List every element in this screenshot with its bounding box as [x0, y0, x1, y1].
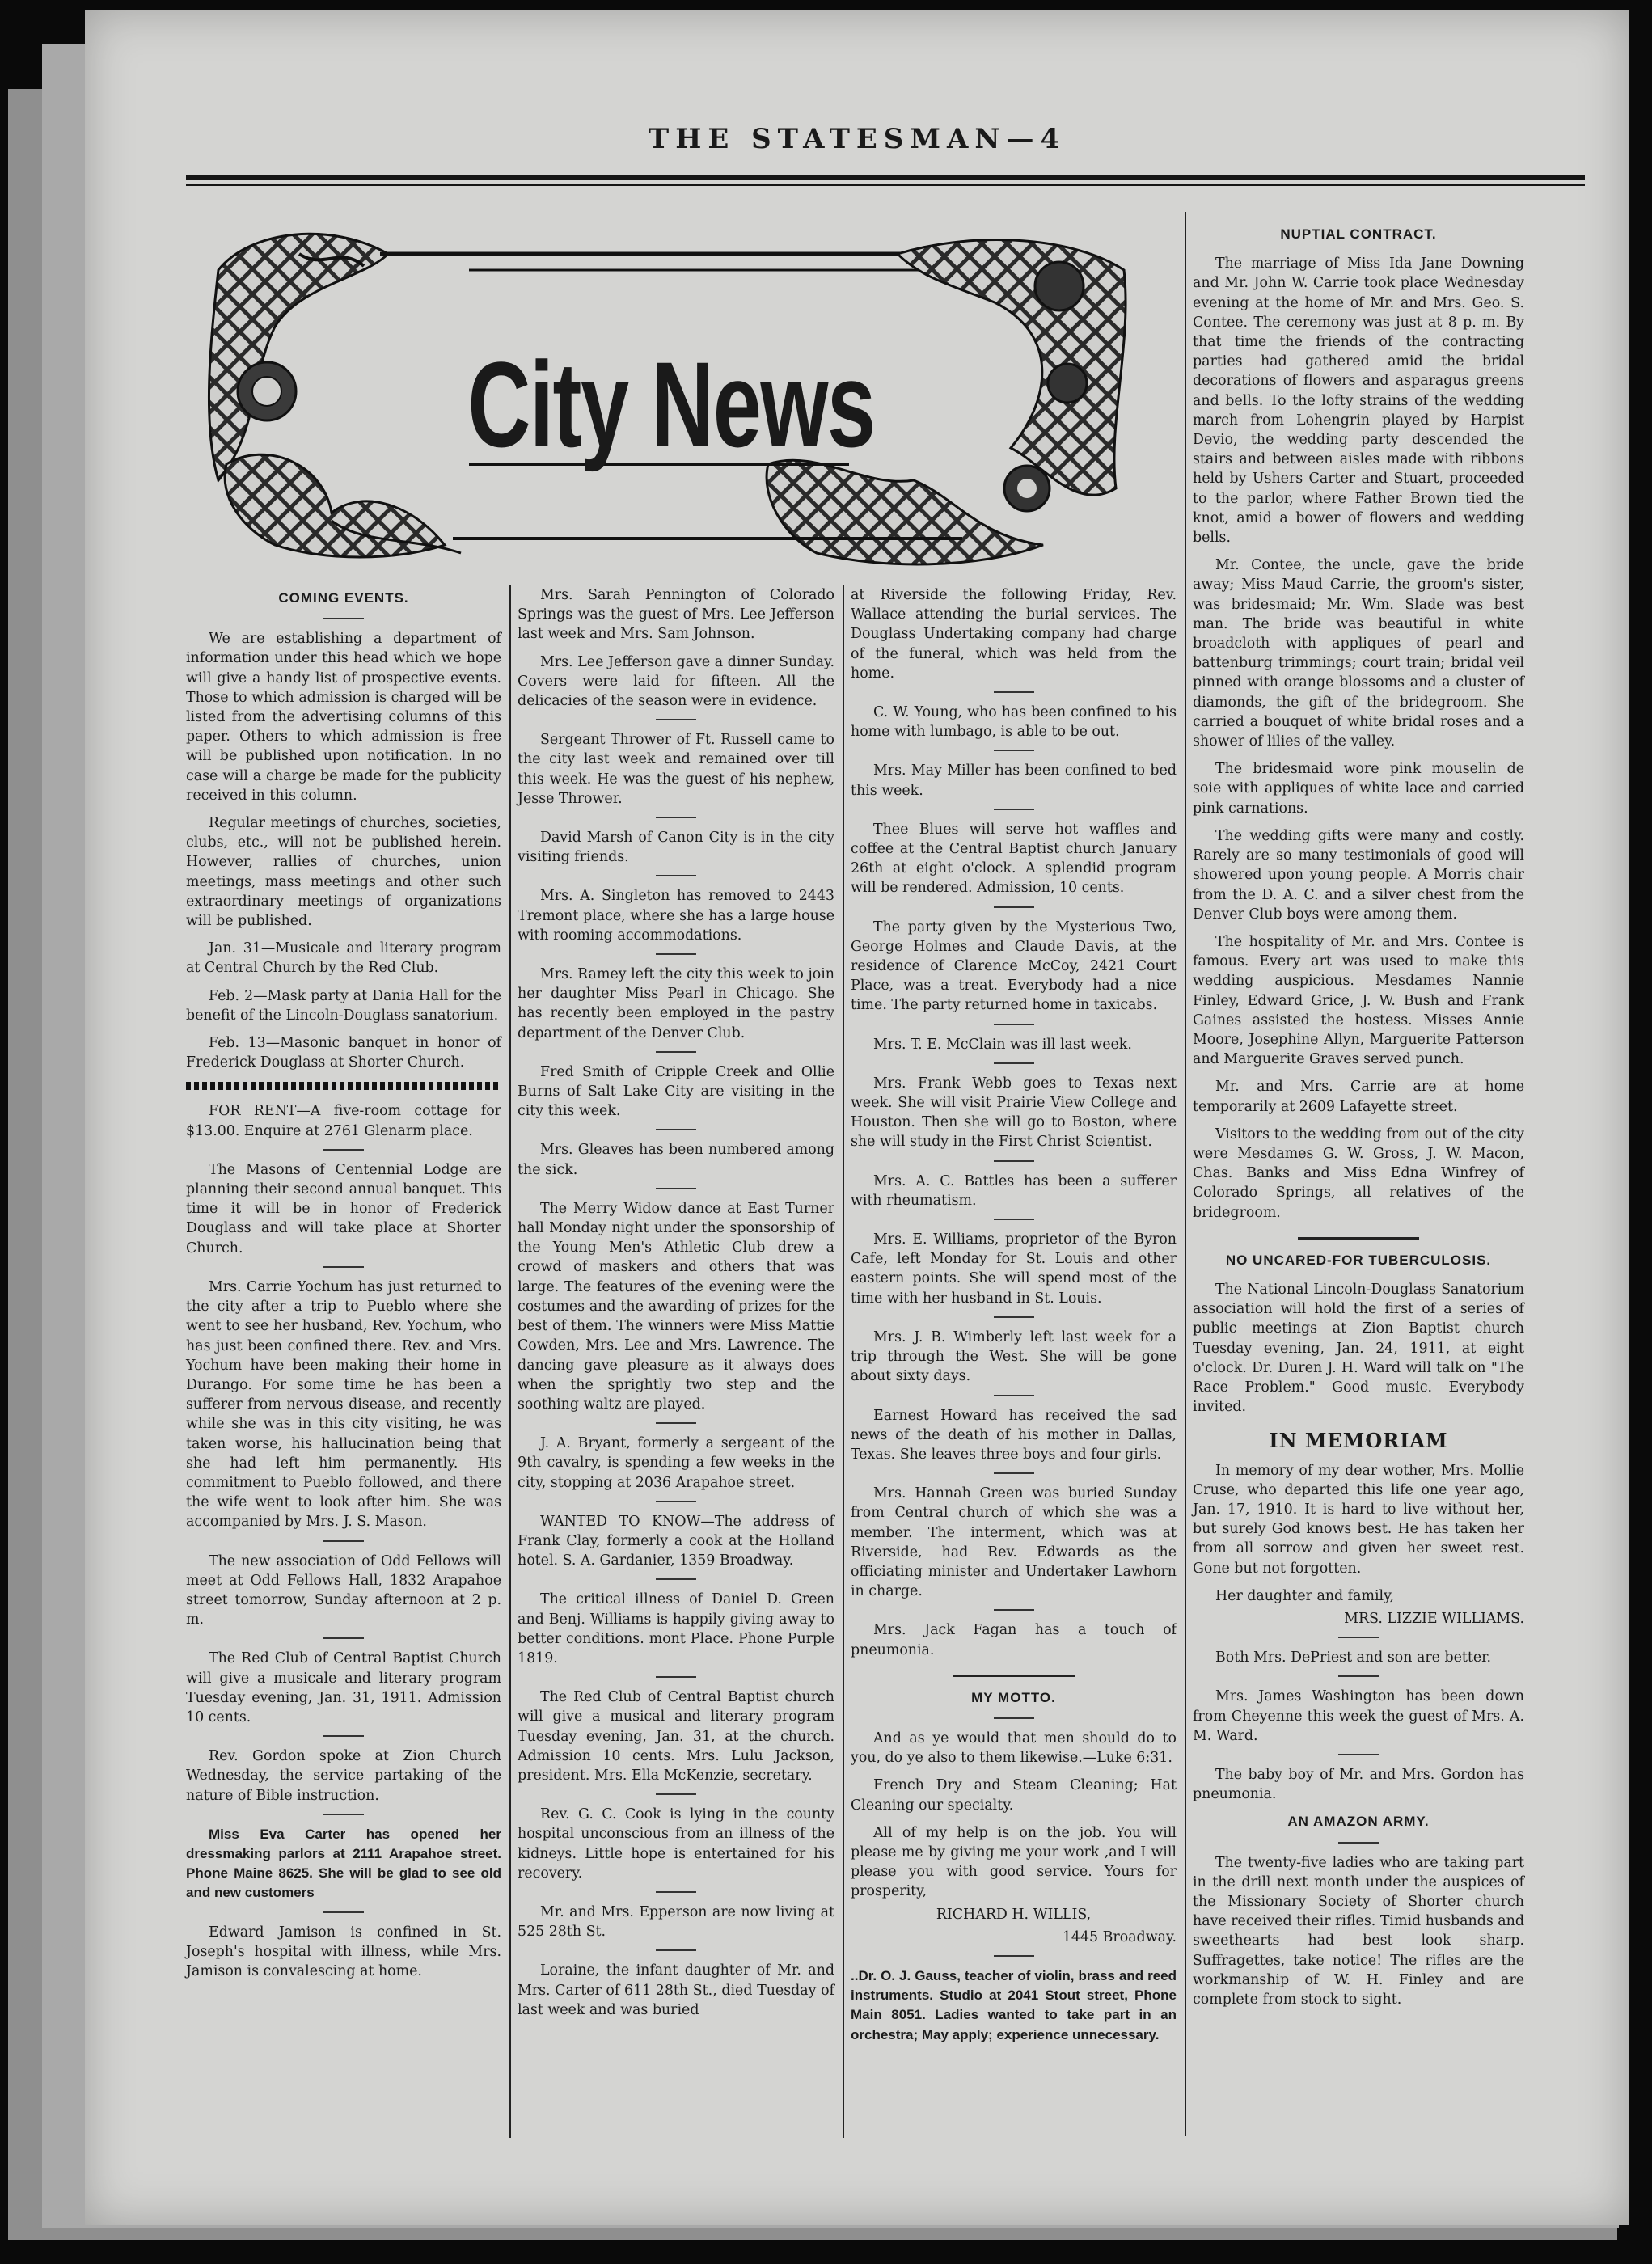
article-text: The twenty-five ladies who are taking part in the drill next month under the auspices of the Missionary Society of Shorter church have received their rifles. Timid husbands and sweethearts had best look sharp. Suffragettes, take notice! The rifles are the workmanship of W. H. Finley and are complete from stock to sight. [1193, 1854, 1525, 2008]
city-news-banner [202, 222, 1140, 577]
article-text: Mrs. Frank Webb goes to Texas next week. She will visit Prairie View College and Houston. Then she will go to Boston, where she will study in the First Christ Scientist. [851, 1075, 1177, 1151]
divider [656, 1129, 696, 1130]
divider [323, 1266, 364, 1268]
masthead: THE STATESMAN—4 [648, 123, 1067, 155]
event-item: Feb. 2—Mask party at Dania Hall for the benefit of the Lincoln-Douglass sanatorium. [186, 987, 501, 1024]
article-text: The Red Club of Central Baptist Church will give a musicale and literary program Tuesday evening, Jan. 31, 1911. Admission 10 cents. [186, 1650, 501, 1725]
article-text: Earnest Howard has received the sad news of the death of his mother in Dallas, Texas. She leaves three boys and four girls. [851, 1407, 1177, 1463]
article-text: Fred Smith of Cripple Creek and Ollie Burns of Salt Lake City are visiting in the city this week. [518, 1063, 834, 1120]
article-text: Mrs. May Miller has been confined to bed this week. [851, 762, 1177, 799]
my-motto-heading: MY MOTTO. [971, 1689, 1056, 1705]
divider [656, 1422, 696, 1424]
article-text: Mrs. James Washington has been down from Cheyenne this week the guest of Mrs. A. M. Ward. [1193, 1688, 1524, 1744]
article-text: The bridesmaid wore pink mouselin de soie with appliques of white lace and carried pink carnations. [1193, 761, 1524, 817]
divider [656, 817, 696, 818]
article-text: And as ye would that men should do to you, do ye also to them likewise.—Luke 6:31. [851, 1730, 1177, 1767]
divider [994, 691, 1034, 693]
classified-ad: WANTED TO KNOW—The address of Frank Clay, formerly a cook at the Holland hotel. S. A. Gardanier, 1359 Broadway. [518, 1513, 834, 1569]
divider [656, 953, 696, 955]
article-text: Loraine, the infant daughter of Mr. and Mrs. Carter of 611 28th St., died Tuesday of last week and was buried [518, 1962, 834, 2018]
column-4 [1193, 222, 1524, 2017]
article-text: Mrs. Lee Jefferson gave a dinner Sunday. Covers were laid for fifteen. All the delicacies of the season were in evidence. [518, 653, 834, 710]
classified-ad: FOR RENT—A five-room cottage for $13.00. Enquire at 2761 Glenarm place. [186, 1103, 501, 1139]
article-text: Sergeant Thrower of Ft. Russell came to the city last week and remained over till this week. He was the guest of his nephew, Jesse Thrower. [518, 732, 834, 807]
divider [656, 1501, 696, 1502]
divider [994, 1316, 1034, 1318]
article-text: David Marsh of Canon City is in the city visiting friends. [518, 830, 834, 866]
article-text: C. W. Young, who has been confined to his home with lumbago, is able to be out. [851, 704, 1177, 741]
article-text: The National Lincoln-Douglass Sanatorium association will hold the first of a series of public meetings at Zion Baptist church Tuesday evening, Jan. 24, 1911, at eight o'clock. Dr. Duren J. H. Ward will talk on "The Race Problem." Good music. Everybody invited. [1193, 1281, 1524, 1416]
divider [994, 906, 1034, 908]
ornamental-divider [186, 1082, 501, 1090]
signature: MRS. LIZZIE WILLIAMS. [1344, 1611, 1524, 1627]
article-text: The hospitality of Mr. and Mrs. Contee is famous. Every art was used to make this wedding auspicious. Mesdames Nannie Finley, Edward Grice, J. W. Bush and Frank Gaines assisted the hostess. Misses Annie Moore, Josephine Allyn, Marguerite Patterson and Marguerite Graves served punch. [1193, 933, 1524, 1068]
section-divider [953, 1675, 1075, 1677]
column-1 [186, 585, 501, 1989]
divider [1338, 1754, 1379, 1755]
divider [994, 1717, 1034, 1719]
divider [994, 750, 1034, 751]
divider [994, 1472, 1034, 1474]
divider [323, 1735, 364, 1737]
banner-title: City News [467, 336, 875, 472]
divider [323, 1814, 364, 1815]
divider [994, 809, 1034, 810]
nuptial-contract-heading: NUPTIAL CONTRACT. [1280, 226, 1437, 242]
column-rule [509, 585, 511, 2138]
article-text: Mrs. J. B. Wimberly left last week for a trip through the West. She will be gone about sixty days. [851, 1328, 1177, 1385]
divider [994, 1024, 1034, 1025]
column-rule [1185, 212, 1186, 2136]
article-text: The Merry Widow dance at East Turner hall Monday night under the sponsorship of the Young Men's Athletic Club drew a crowd of maskers and others that was large. The features of the evening were the costumes and the awarding of prizes for the best of them. The winners were Miss Mattie Cowden, Mrs. Lee and Mrs. Lawrence. The dancing gave pleasure as it always does when the sprightly two step and the soothing waltz are played. [518, 1200, 834, 1413]
article-text: We are establishing a department of information under this head which we hope will give a handy list of prospective events. Those to which admission is charged will be listed from the advertising columns of this paper. Others to which admission is free will be published upon notification. In no case will a charge be made for the publicity received in this column. [186, 631, 501, 804]
article-text: Regular meetings of churches, societies, clubs, etc., will not be published herein. However, rallies of churches, union meetings, mass meetings and other such extraordinary meetings of organizations will be published. [186, 815, 501, 930]
column-3 [851, 585, 1177, 2053]
masthead-rule [186, 175, 1585, 180]
article-text: Thee Blues will serve hot waffles and coffee at the Central Baptist church January 26th at eight o'clock. A splendid program will be rendered. Admission, 10 cents. [851, 821, 1177, 897]
divider [994, 1609, 1034, 1611]
divider [656, 719, 696, 720]
divider [656, 1891, 696, 1893]
divider [323, 618, 364, 619]
article-text: Mr. Contee, the uncle, gave the bride away; Miss Maud Carrie, the groom's sister, was bridesmaid; Mr. Wm. Slade was best man. The bride was beautiful in white broadcloth with appliques of pearl and battenburg trimmings; court train; bridal veil pinned with orange blossoms and a cluster of diamonds, the gift of the bridegroom. She carried a bouquet of white bridal roses and a shower of lilies of the valley. [1193, 557, 1524, 750]
article-text: Mrs. E. Williams, proprietor of the Byron Cafe, left Monday for St. Louis and other eastern points. She will spend most of the time with her husband in St. Louis. [851, 1231, 1177, 1307]
article-text: Mrs. Jack Fagan has a touch of pneumonia. [851, 1622, 1177, 1658]
article-text: The Masons of Centennial Lodge are planning their second annual banquet. This time it will be in honor of Frederick Douglass and will take place at Shorter Church. [186, 1161, 501, 1257]
divider [656, 1188, 696, 1189]
divider [656, 1578, 696, 1580]
divider [323, 1637, 364, 1639]
event-item: Feb. 13—Masonic banquet in honor of Frederick Douglass at Shorter Church. [186, 1035, 501, 1071]
article-text: Rev. G. C. Cook is lying in the county hospital unconscious from an illness of the kidneys. Little hope is entertained for his recovery. [518, 1806, 834, 1882]
divider [656, 875, 696, 876]
advertisement: ..Dr. O. J. Gauss, teacher of violin, brass and reed instruments. Studio at 2041 Stout street, Phone Main 8051. Ladies wanted to take part in an orchestra; May apply; experience unnecessary. [851, 1967, 1177, 2042]
article-text: Mrs. A. C. Battles has been a sufferer with rheumatism. [851, 1172, 1177, 1209]
divider [994, 1219, 1034, 1220]
in-memoriam-heading: IN MEMORIAM [1269, 1429, 1448, 1453]
article-text: All of my help is on the job. You will please me by giving me your work ,and I will please you with good service. Yours for prosperity, [851, 1824, 1177, 1900]
article-text: Edward Jamison is confined in St. Joseph's hospital with illness, while Mrs. Jamison is convalescing at home. [186, 1924, 501, 1979]
article-text: The critical illness of Daniel D. Green and Benj. Williams is happily giving away to better conditions. mont Place. Phone Purple 1819. [518, 1591, 834, 1666]
divider [323, 1149, 364, 1151]
article-text: Mrs. Sarah Pennington of Colorado Springs was the guest of Mrs. Lee Jefferson last week and Mrs. Sam Johnson. [518, 587, 834, 643]
section-divider [1298, 1237, 1419, 1240]
event-item: Jan. 31—Musicale and literary program at Central Church by the Red Club. [186, 940, 501, 977]
divider [994, 1395, 1034, 1396]
article-text: Mrs. Gleaves has been numbered among the sick. [518, 1142, 834, 1178]
article-text: Mrs. T. E. McClain was ill last week. [873, 1036, 1132, 1053]
divider [1338, 1637, 1379, 1638]
divider [994, 1160, 1034, 1162]
article-text: The wedding gifts were many and costly. Rarely are so many testimonials of good will showered upon young people. A Morris chair from the D. A. C. and a silver chest from the Denver Club boys were among them. [1193, 827, 1524, 923]
divider [1338, 1675, 1379, 1677]
signature-address: 1445 Broadway. [1062, 1928, 1177, 1945]
masthead-rule [186, 184, 1585, 186]
divider [1338, 1842, 1379, 1844]
article-text: The new association of Odd Fellows will meet at Odd Fellows Hall, 1832 Arapahoe street tomorrow, Sunday afternoon at 2 p. m. [186, 1552, 501, 1628]
article-text: Mr. and Mrs. Carrie are at home temporarily at 2609 Lafayette street. [1193, 1079, 1524, 1115]
article-text: The baby boy of Mr. and Mrs. Gordon has pneumonia. [1193, 1767, 1524, 1803]
amazon-army-heading: AN AMAZON ARMY. [1287, 1814, 1430, 1830]
newspaper-page [85, 10, 1629, 2225]
divider [323, 1540, 364, 1542]
divider [656, 1949, 696, 1951]
divider [656, 1051, 696, 1053]
divider [656, 1793, 696, 1795]
divider [656, 1676, 696, 1678]
article-text: Mr. and Mrs. Epperson are now living at 525 28th St. [518, 1903, 834, 1941]
article-text: Mrs. Carrie Yochum has just returned to the city after a trip to Pueblo where she went to see her husband, Rev. Yochum, who has just been confined there. Rev. and Mrs. Yochum have been making their home in Durango. For some time he has been a sufferer from nervous disease, and recently while she was in this city visiting, he was taken worse, his hallucination being that she had left him permanently. His commitment to Pueblo followed, and there the wife went to look after him. She was accompanied by Mrs. J. S. Mason. [186, 1278, 501, 1531]
divider [323, 1911, 364, 1913]
signature: RICHARD H. WILLIS, [936, 1906, 1092, 1923]
article-text: Mrs. Hannah Green was buried Sunday from Central church of which she was a member. The interment, which was at Riverside, had Rev. Edwards as the officiating minister and Undertaker Lawhorn in charge. [851, 1485, 1177, 1600]
article-text: Her daughter and family, [1215, 1587, 1395, 1604]
article-text: at Riverside the following Friday, Rev. Wallace attending the burial services. The Douglass Undertaking company had charge of the funeral, which was held from the home. [851, 587, 1177, 682]
article-text: French Dry and Steam Cleaning; Hat Cleaning our specialty. [851, 1777, 1177, 1814]
article-text: Both Mrs. DePriest and son are better. [1215, 1649, 1492, 1666]
tuberculosis-heading: NO UNCARED-FOR TUBERCULOSIS. [1225, 1252, 1492, 1268]
article-text: Visitors to the wedding from out of the city were Mesdames G. W. Gross, J. W. Macon, Chas. Banks and Miss Edna Winfrey of Colorado Springs, all relatives of the bridegroom. [1193, 1126, 1524, 1221]
column-2 [518, 585, 834, 2028]
coming-events-heading: COMING EVENTS. [278, 590, 409, 606]
article-text: The Red Club of Central Baptist church will give a musical and literary program Tuesday evening, Jan. 31, at the church. Admission 10 cents. Mrs. Lulu Jackson, president. Mrs. Ella McKenzie, secretary. [518, 1689, 834, 1784]
article-text: Mrs. A. Singleton has removed to 2443 Tremont place, where she has a large house with rooming accommodations. [518, 888, 834, 944]
article-text: Mrs. Ramey left the city this week to join her daughter Miss Pearl in Chicago. She has recently been employed in the pastry department of the Denver Club. [518, 966, 834, 1041]
article-text: Rev. Gordon spoke at Zion Church Wednesday, the service partaking of the nature of Bible instruction. [186, 1748, 501, 1804]
divider [994, 1955, 1034, 1957]
divider [994, 1062, 1034, 1064]
article-text: In memory of my dear wother, Mrs. Mollie Cruse, who departed this life one year ago, Jan. 17, 1910. It is hard to live without her, but surely God knows best. He has taken her from all sorrow and given her sweet rest. Gone but not forgotten. [1193, 1462, 1524, 1577]
column-rule [843, 585, 844, 2138]
article-text: The marriage of Miss Ida Jane Downing and Mr. John W. Carrie took place Wednesday evening at the home of Mr. and Mrs. Geo. S. Contee. The ceremony was just at 8 p. m. By that time the friends of the contracting parties had gathered amid the bridal decorations of flowers and asparagus greens and bells. To the lofty strains of the wedding march from Lohengrin played by Harpist Devio, the wedding party descended the stairs and between aisles made with ribbons held by Ushers Carter and Stuart, proceeded to the parlor, where Father Brown tied the knot, amid a bower of flowers and wedding bells. [1193, 256, 1524, 547]
article-text: The party given by the Mysterious Two, George Holmes and Claude Davis, at the residence of Clarence McCoy, 2421 Court Place, was a treat. Everybody had a nice time. The party returned home in taxicabs. [851, 919, 1177, 1014]
advertisement: Miss Eva Carter has opened her dressmaking parlors at 2111 Arapahoe street. Phone Maine 8625. She will be glad to see old and new customers [186, 1826, 501, 1901]
article-text: J. A. Bryant, formerly a sergeant of the 9th cavalry, is spending a few weeks in the city, stopping at 2036 Arapahoe street. [518, 1435, 834, 1491]
